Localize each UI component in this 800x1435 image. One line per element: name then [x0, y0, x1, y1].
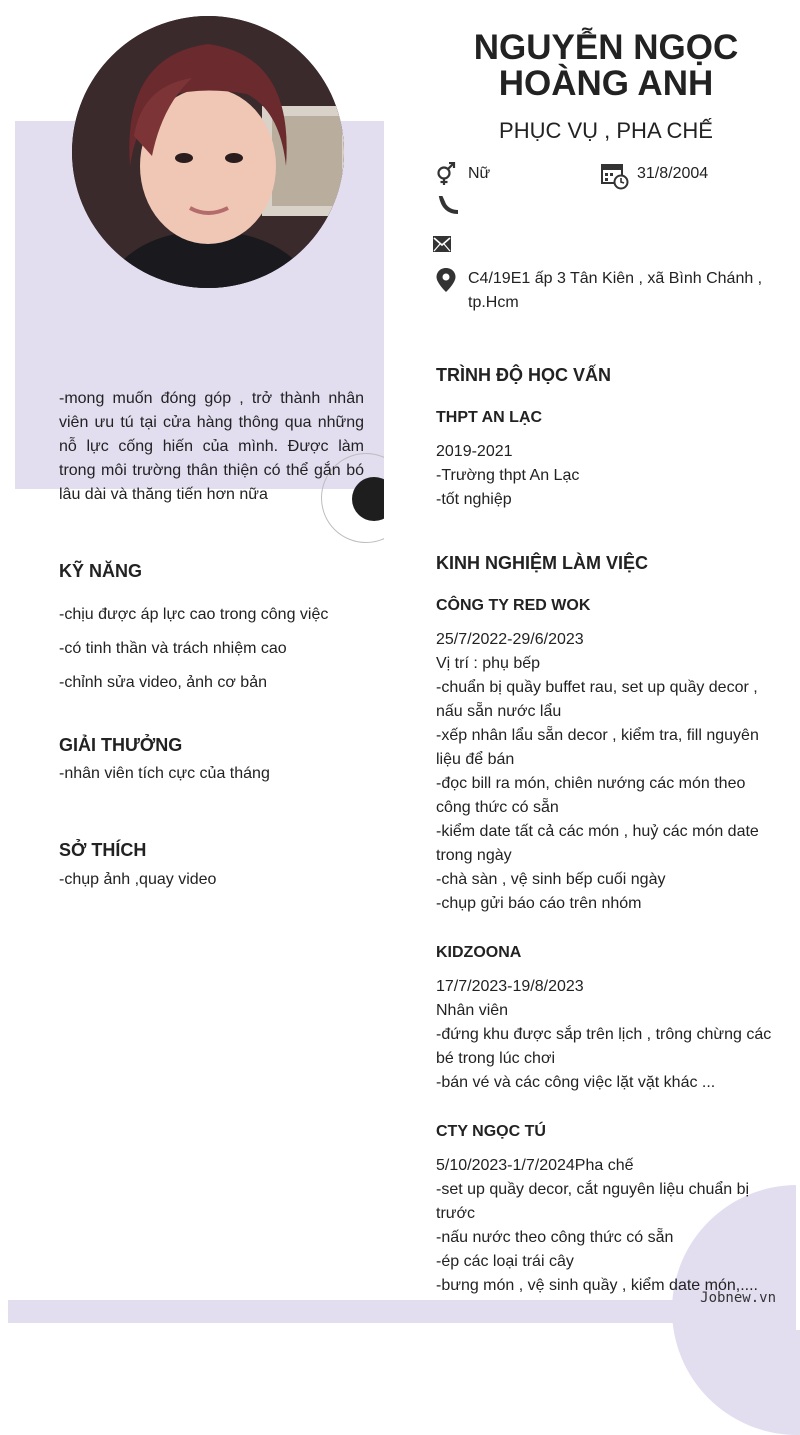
school-name: THPT AN LẠC: [436, 409, 543, 426]
education-line: -tốt nghiệp: [436, 491, 512, 508]
company-name: CÔNG TY RED WOK: [436, 597, 591, 614]
job-line: -nấu nước theo công thức có sẵn: [436, 1229, 674, 1246]
job-line: -ép các loại trái cây: [436, 1253, 574, 1270]
calendar-icon: [601, 162, 629, 190]
phone-icon: [436, 196, 460, 220]
job-line: -kiểm date tất cả các món , huỷ các món date trong ngày: [436, 823, 759, 864]
awards-heading: GIẢI THƯỞNG: [59, 735, 183, 755]
education-line: -Trường thpt An Lạc: [436, 467, 580, 484]
avatar: [72, 16, 344, 288]
hobbies-heading: SỞ THÍCH: [59, 840, 147, 860]
award-item: -nhân viên tích cực của tháng: [59, 765, 270, 782]
job-line: 5/10/2023-1/7/2024Pha chế: [436, 1157, 634, 1174]
company-name: KIDZOONA: [436, 944, 522, 961]
skill-item: -chịu được áp lực cao trong công việc: [59, 606, 329, 623]
job-details: [436, 628, 781, 916]
experience-heading: KINH NGHIỆM LÀM VIỆC: [436, 553, 649, 573]
career-objective: -mong muốn đóng góp , trở thành nhân viên ưu tú tại cửa hàng thông qua những nỗ lực cống hiến của mình. Được làm trong môi trường thân thiện có thể gắn bó lâu dài và thăng tiến hơn nữa: [59, 390, 364, 503]
skills-list: [59, 603, 379, 705]
birthday-value: 31/8/2004: [637, 165, 709, 182]
job-line: 17/7/2023-19/8/2023: [436, 978, 584, 995]
job-line: -đứng khu được sắp trên lịch , trông chừng các bé trong lúc chơi: [436, 1026, 772, 1067]
company-name: CTY NGỌC TÚ: [436, 1123, 546, 1140]
job-line: Nhân viên: [436, 1002, 509, 1019]
address-value: C4/19E1 ấp 3 Tân Kiên , xã Bình Chánh , tp.Hcm: [468, 270, 763, 311]
job-line: 25/7/2022-29/6/2023: [436, 631, 584, 648]
job-line: -bán vé và các công việc lặt vặt khác ...: [436, 1074, 716, 1091]
bottom-bar: [8, 1300, 793, 1323]
watermark: Jobnew.vn: [700, 1290, 776, 1306]
location-icon: [434, 267, 458, 291]
education-details: [436, 440, 776, 512]
skills-heading: KỸ NĂNG: [59, 561, 143, 581]
job-position: PHỤC VỤ , PHA CHẾ: [499, 118, 713, 143]
gender-icon: [434, 162, 458, 186]
hobby-item: -chụp ảnh ,quay video: [59, 871, 217, 888]
job-line: -set up quầy decor, cắt nguyên liệu chuẩn bị trước: [436, 1181, 750, 1222]
email-icon: [433, 236, 451, 252]
job-details: [436, 975, 781, 1095]
skill-item: -có tinh thần và trách nhiệm cao: [59, 640, 287, 657]
job-line: -chà sàn , vệ sinh bếp cuối ngày: [436, 871, 666, 888]
job-line: -chuẩn bị quầy buffet rau, set up quầy decor , nấu sẵn nước lẩu: [436, 679, 758, 720]
decor-mask-edge: [796, 1100, 800, 1330]
job-line: Vị trí : phụ bếp: [436, 655, 541, 672]
job-line: -đọc bill ra món, chiên nướng các món theo công thức có sẵn: [436, 775, 746, 816]
education-period: 2019-2021: [436, 443, 513, 460]
gender-value: Nữ: [468, 165, 491, 182]
education-heading: TRÌNH ĐỘ HỌC VẤN: [436, 365, 611, 385]
job-line: -chụp gửi báo cáo trên nhóm: [436, 895, 642, 912]
job-line: -bưng món , vệ sinh quầy , kiểm date món,....: [436, 1277, 758, 1294]
skill-item: -chỉnh sửa video, ảnh cơ bản: [59, 674, 267, 691]
job-line: -xếp nhân lẩu sẵn decor , kiểm tra, fill nguyên liệu để bán: [436, 727, 759, 768]
full-name: NGUYỄN NGỌC HOÀNG ANH: [473, 28, 739, 103]
decor-mask-right: [384, 440, 424, 560]
job-details: [436, 1154, 781, 1298]
